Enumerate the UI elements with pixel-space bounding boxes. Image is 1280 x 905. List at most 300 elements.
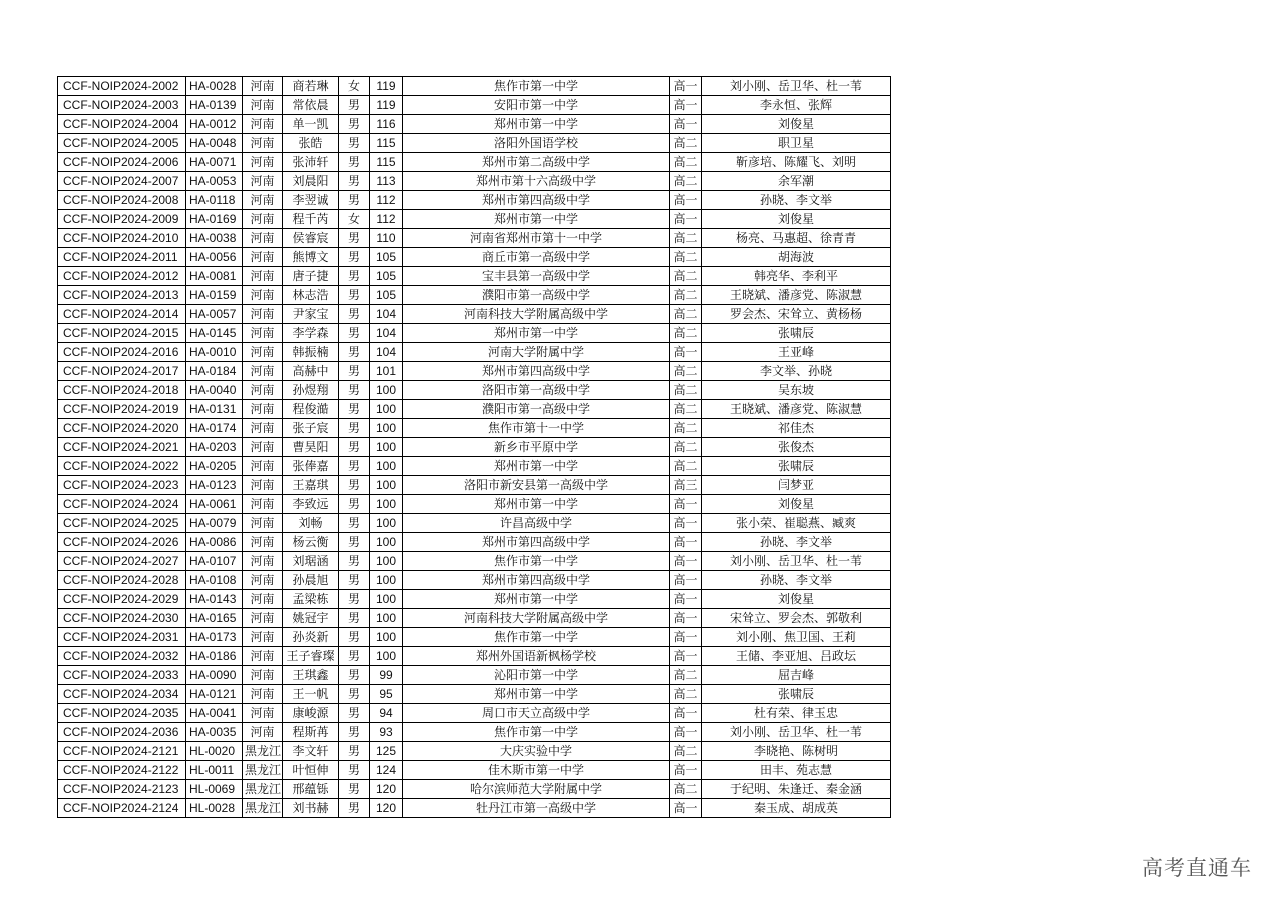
table-row <box>58 400 891 419</box>
grade-cell: 高二 <box>670 381 702 400</box>
coach-names-cell: 王晓斌、潘彦党、陈淑慧 <box>702 286 891 305</box>
score-cell: 95 <box>370 685 403 704</box>
province-cell: 河南 <box>243 514 283 533</box>
score-cell: 110 <box>370 229 403 248</box>
grade-cell: 高一 <box>670 77 702 96</box>
registration-code-cell: HA-0108 <box>186 571 243 590</box>
score-cell: 119 <box>370 77 403 96</box>
coach-names-cell: 张俊杰 <box>702 438 891 457</box>
score-cell: 100 <box>370 609 403 628</box>
coach-names-cell: 靳彦培、陈耀飞、刘明 <box>702 153 891 172</box>
coach-names-cell: 祁佳杰 <box>702 419 891 438</box>
score-cell: 100 <box>370 628 403 647</box>
coach-names-cell: 宋耸立、罗会杰、郭敬利 <box>702 609 891 628</box>
student-name-cell: 常依晨 <box>283 96 339 115</box>
school-cell: 哈尔滨师范大学附属中学 <box>403 780 670 799</box>
student-name-cell: 邢蕴铄 <box>283 780 339 799</box>
grade-cell: 高一 <box>670 761 702 780</box>
table-row <box>58 799 891 818</box>
table-row <box>58 609 891 628</box>
school-cell: 郑州市第二高级中学 <box>403 153 670 172</box>
coach-names-cell: 杨亮、马惠超、徐青青 <box>702 229 891 248</box>
results-table-body <box>58 77 891 818</box>
coach-names-cell: 刘小刚、岳卫华、杜一苇 <box>702 552 891 571</box>
gender-cell: 男 <box>339 381 370 400</box>
school-cell: 河南大学附属中学 <box>403 343 670 362</box>
coach-names-cell: 刘俊星 <box>702 590 891 609</box>
score-cell: 104 <box>370 305 403 324</box>
gender-cell: 男 <box>339 305 370 324</box>
gender-cell: 男 <box>339 533 370 552</box>
student-name-cell: 程斯苒 <box>283 723 339 742</box>
school-cell: 宝丰县第一高级中学 <box>403 267 670 286</box>
province-cell: 河南 <box>243 229 283 248</box>
registration-code-cell: HA-0061 <box>186 495 243 514</box>
registration-code-cell: HA-0048 <box>186 134 243 153</box>
province-cell: 河南 <box>243 400 283 419</box>
gender-cell: 男 <box>339 590 370 609</box>
grade-cell: 高一 <box>670 115 702 134</box>
student-name-cell: 尹家宝 <box>283 305 339 324</box>
coach-names-cell: 孙晓、李文举 <box>702 571 891 590</box>
gender-cell: 男 <box>339 362 370 381</box>
coach-names-cell: 秦玉成、胡成英 <box>702 799 891 818</box>
province-cell: 河南 <box>243 533 283 552</box>
registration-code-cell: HA-0139 <box>186 96 243 115</box>
school-cell: 焦作市第一中学 <box>403 77 670 96</box>
contestant-id-cell: CCF-NOIP2024-2011 <box>58 248 186 267</box>
coach-names-cell: 职卫星 <box>702 134 891 153</box>
score-cell: 105 <box>370 267 403 286</box>
school-cell: 郑州市第一中学 <box>403 210 670 229</box>
grade-cell: 高二 <box>670 286 702 305</box>
student-name-cell: 单一凯 <box>283 115 339 134</box>
province-cell: 河南 <box>243 77 283 96</box>
table-row <box>58 780 891 799</box>
score-cell: 104 <box>370 343 403 362</box>
table-row <box>58 438 891 457</box>
grade-cell: 高一 <box>670 609 702 628</box>
grade-cell: 高一 <box>670 723 702 742</box>
table-row <box>58 191 891 210</box>
contestant-id-cell: CCF-NOIP2024-2015 <box>58 324 186 343</box>
table-row <box>58 77 891 96</box>
gender-cell: 男 <box>339 685 370 704</box>
grade-cell: 高一 <box>670 704 702 723</box>
student-name-cell: 程俊澔 <box>283 400 339 419</box>
school-cell: 郑州外国语新枫杨学校 <box>403 647 670 666</box>
registration-code-cell: HA-0012 <box>186 115 243 134</box>
registration-code-cell: HL-0011 <box>186 761 243 780</box>
student-name-cell: 康峻源 <box>283 704 339 723</box>
gender-cell: 男 <box>339 742 370 761</box>
table-row <box>58 172 891 191</box>
score-cell: 124 <box>370 761 403 780</box>
gender-cell: 男 <box>339 172 370 191</box>
grade-cell: 高二 <box>670 362 702 381</box>
grade-cell: 高二 <box>670 419 702 438</box>
school-cell: 洛阳市新安县第一高级中学 <box>403 476 670 495</box>
school-cell: 郑州市第一中学 <box>403 685 670 704</box>
gender-cell: 男 <box>339 343 370 362</box>
registration-code-cell: HA-0121 <box>186 685 243 704</box>
contestant-id-cell: CCF-NOIP2024-2007 <box>58 172 186 191</box>
score-cell: 100 <box>370 457 403 476</box>
contestant-id-cell: CCF-NOIP2024-2034 <box>58 685 186 704</box>
province-cell: 河南 <box>243 96 283 115</box>
gender-cell: 男 <box>339 723 370 742</box>
table-row <box>58 723 891 742</box>
contestant-id-cell: CCF-NOIP2024-2030 <box>58 609 186 628</box>
school-cell: 郑州市第四高级中学 <box>403 533 670 552</box>
registration-code-cell: HA-0081 <box>186 267 243 286</box>
contestant-id-cell: CCF-NOIP2024-2036 <box>58 723 186 742</box>
registration-code-cell: HA-0090 <box>186 666 243 685</box>
registration-code-cell: HA-0041 <box>186 704 243 723</box>
student-name-cell: 杨云衡 <box>283 533 339 552</box>
coach-names-cell: 刘小刚、焦卫国、王莉 <box>702 628 891 647</box>
school-cell: 大庆实验中学 <box>403 742 670 761</box>
province-cell: 河南 <box>243 666 283 685</box>
gender-cell: 男 <box>339 248 370 267</box>
school-cell: 焦作市第十一中学 <box>403 419 670 438</box>
registration-code-cell: HA-0143 <box>186 590 243 609</box>
coach-names-cell: 王晓斌、潘彦党、陈淑慧 <box>702 400 891 419</box>
registration-code-cell: HA-0173 <box>186 628 243 647</box>
coach-names-cell: 罗会杰、宋耸立、黄杨杨 <box>702 305 891 324</box>
coach-names-cell: 田丰、苑志慧 <box>702 761 891 780</box>
grade-cell: 高二 <box>670 780 702 799</box>
school-cell: 焦作市第一中学 <box>403 628 670 647</box>
gender-cell: 男 <box>339 134 370 153</box>
gender-cell: 男 <box>339 571 370 590</box>
gender-cell: 男 <box>339 704 370 723</box>
registration-code-cell: HA-0028 <box>186 77 243 96</box>
registration-code-cell: HA-0079 <box>186 514 243 533</box>
table-row <box>58 552 891 571</box>
student-name-cell: 李致远 <box>283 495 339 514</box>
student-name-cell: 刘晨阳 <box>283 172 339 191</box>
table-row <box>58 267 891 286</box>
registration-code-cell: HA-0118 <box>186 191 243 210</box>
table-row <box>58 495 891 514</box>
school-cell: 濮阳市第一高级中学 <box>403 286 670 305</box>
province-cell: 黑龙江 <box>243 799 283 818</box>
grade-cell: 高二 <box>670 742 702 761</box>
table-row <box>58 571 891 590</box>
score-cell: 100 <box>370 514 403 533</box>
coach-names-cell: 杜有荣、律玉忠 <box>702 704 891 723</box>
score-cell: 100 <box>370 571 403 590</box>
province-cell: 河南 <box>243 552 283 571</box>
registration-code-cell: HL-0020 <box>186 742 243 761</box>
coach-names-cell: 李晓艳、陈树明 <box>702 742 891 761</box>
student-name-cell: 侯睿宸 <box>283 229 339 248</box>
score-cell: 112 <box>370 210 403 229</box>
contestant-id-cell: CCF-NOIP2024-2005 <box>58 134 186 153</box>
score-cell: 104 <box>370 324 403 343</box>
gender-cell: 男 <box>339 229 370 248</box>
grade-cell: 高二 <box>670 324 702 343</box>
registration-code-cell: HA-0123 <box>186 476 243 495</box>
coach-names-cell: 韩亮华、李利平 <box>702 267 891 286</box>
score-cell: 100 <box>370 533 403 552</box>
registration-code-cell: HA-0053 <box>186 172 243 191</box>
contestant-id-cell: CCF-NOIP2024-2028 <box>58 571 186 590</box>
grade-cell: 高二 <box>670 153 702 172</box>
province-cell: 河南 <box>243 172 283 191</box>
student-name-cell: 韩振楠 <box>283 343 339 362</box>
coach-names-cell: 吴东坡 <box>702 381 891 400</box>
province-cell: 河南 <box>243 362 283 381</box>
province-cell: 河南 <box>243 115 283 134</box>
table-row <box>58 704 891 723</box>
table-row <box>58 96 891 115</box>
table-row <box>58 628 891 647</box>
student-name-cell: 王琪鑫 <box>283 666 339 685</box>
gender-cell: 男 <box>339 628 370 647</box>
contestant-id-cell: CCF-NOIP2024-2121 <box>58 742 186 761</box>
student-name-cell: 王子睿璨 <box>283 647 339 666</box>
registration-code-cell: HA-0169 <box>186 210 243 229</box>
gender-cell: 女 <box>339 210 370 229</box>
gender-cell: 男 <box>339 609 370 628</box>
grade-cell: 高一 <box>670 799 702 818</box>
table-row <box>58 457 891 476</box>
score-cell: 115 <box>370 134 403 153</box>
table-row <box>58 248 891 267</box>
contestant-id-cell: CCF-NOIP2024-2003 <box>58 96 186 115</box>
province-cell: 河南 <box>243 571 283 590</box>
gender-cell: 男 <box>339 400 370 419</box>
score-cell: 116 <box>370 115 403 134</box>
province-cell: 河南 <box>243 628 283 647</box>
gender-cell: 男 <box>339 780 370 799</box>
contestant-id-cell: CCF-NOIP2024-2016 <box>58 343 186 362</box>
coach-names-cell: 王储、李亚旭、吕政坛 <box>702 647 891 666</box>
registration-code-cell: HA-0131 <box>186 400 243 419</box>
table-row <box>58 533 891 552</box>
student-name-cell: 王嘉琪 <box>283 476 339 495</box>
gender-cell: 男 <box>339 267 370 286</box>
table-row <box>58 134 891 153</box>
registration-code-cell: HA-0010 <box>186 343 243 362</box>
student-name-cell: 孟梁栋 <box>283 590 339 609</box>
school-cell: 河南省郑州市第十一中学 <box>403 229 670 248</box>
table-row <box>58 742 891 761</box>
score-cell: 125 <box>370 742 403 761</box>
grade-cell: 高一 <box>670 552 702 571</box>
school-cell: 商丘市第一高级中学 <box>403 248 670 267</box>
contestant-id-cell: CCF-NOIP2024-2022 <box>58 457 186 476</box>
grade-cell: 高一 <box>670 533 702 552</box>
gender-cell: 女 <box>339 77 370 96</box>
contestant-id-cell: CCF-NOIP2024-2032 <box>58 647 186 666</box>
registration-code-cell: HA-0174 <box>186 419 243 438</box>
registration-code-cell: HA-0107 <box>186 552 243 571</box>
grade-cell: 高二 <box>670 134 702 153</box>
coach-names-cell: 王亚峰 <box>702 343 891 362</box>
table-row <box>58 210 891 229</box>
registration-code-cell: HA-0035 <box>186 723 243 742</box>
gender-cell: 男 <box>339 457 370 476</box>
province-cell: 河南 <box>243 324 283 343</box>
student-name-cell: 刘书赫 <box>283 799 339 818</box>
province-cell: 河南 <box>243 286 283 305</box>
score-cell: 100 <box>370 476 403 495</box>
coach-names-cell: 张啸辰 <box>702 324 891 343</box>
province-cell: 河南 <box>243 343 283 362</box>
registration-code-cell: HA-0056 <box>186 248 243 267</box>
grade-cell: 高二 <box>670 685 702 704</box>
registration-code-cell: HA-0038 <box>186 229 243 248</box>
score-cell: 113 <box>370 172 403 191</box>
score-cell: 100 <box>370 438 403 457</box>
contestant-id-cell: CCF-NOIP2024-2021 <box>58 438 186 457</box>
school-cell: 佳木斯市第一中学 <box>403 761 670 780</box>
score-cell: 100 <box>370 381 403 400</box>
grade-cell: 高一 <box>670 191 702 210</box>
coach-names-cell: 余军潮 <box>702 172 891 191</box>
school-cell: 洛阳市第一高级中学 <box>403 381 670 400</box>
grade-cell: 高二 <box>670 229 702 248</box>
province-cell: 黑龙江 <box>243 761 283 780</box>
province-cell: 河南 <box>243 457 283 476</box>
registration-code-cell: HA-0205 <box>186 457 243 476</box>
coach-names-cell: 刘小刚、岳卫华、杜一苇 <box>702 77 891 96</box>
contestant-id-cell: CCF-NOIP2024-2029 <box>58 590 186 609</box>
registration-code-cell: HA-0203 <box>186 438 243 457</box>
school-cell: 郑州市第一中学 <box>403 324 670 343</box>
province-cell: 河南 <box>243 153 283 172</box>
contestant-id-cell: CCF-NOIP2024-2019 <box>58 400 186 419</box>
contestant-id-cell: CCF-NOIP2024-2013 <box>58 286 186 305</box>
score-cell: 100 <box>370 419 403 438</box>
registration-code-cell: HA-0040 <box>186 381 243 400</box>
table-row <box>58 343 891 362</box>
table-row <box>58 229 891 248</box>
results-table <box>57 76 891 818</box>
registration-code-cell: HA-0071 <box>186 153 243 172</box>
school-cell: 沁阳市第一中学 <box>403 666 670 685</box>
province-cell: 河南 <box>243 419 283 438</box>
coach-names-cell: 张啸辰 <box>702 457 891 476</box>
coach-names-cell: 于纪明、朱逢迁、秦金涵 <box>702 780 891 799</box>
score-cell: 100 <box>370 400 403 419</box>
coach-names-cell: 孙晓、李文举 <box>702 533 891 552</box>
province-cell: 河南 <box>243 267 283 286</box>
coach-names-cell: 刘俊星 <box>702 210 891 229</box>
score-cell: 120 <box>370 799 403 818</box>
contestant-id-cell: CCF-NOIP2024-2027 <box>58 552 186 571</box>
grade-cell: 高一 <box>670 495 702 514</box>
gender-cell: 男 <box>339 96 370 115</box>
student-name-cell: 程千芮 <box>283 210 339 229</box>
contestant-id-cell: CCF-NOIP2024-2009 <box>58 210 186 229</box>
table-row <box>58 153 891 172</box>
student-name-cell: 李翌诚 <box>283 191 339 210</box>
grade-cell: 高一 <box>670 628 702 647</box>
coach-names-cell: 李文举、孙晓 <box>702 362 891 381</box>
registration-code-cell: HA-0165 <box>186 609 243 628</box>
score-cell: 100 <box>370 552 403 571</box>
student-name-cell: 刘畅 <box>283 514 339 533</box>
province-cell: 河南 <box>243 248 283 267</box>
grade-cell: 高二 <box>670 248 702 267</box>
student-name-cell: 张子宸 <box>283 419 339 438</box>
gender-cell: 男 <box>339 438 370 457</box>
contestant-id-cell: CCF-NOIP2024-2020 <box>58 419 186 438</box>
school-cell: 郑州市第四高级中学 <box>403 571 670 590</box>
score-cell: 115 <box>370 153 403 172</box>
contestant-id-cell: CCF-NOIP2024-2035 <box>58 704 186 723</box>
student-name-cell: 刘琚涵 <box>283 552 339 571</box>
coach-names-cell: 闫梦亚 <box>702 476 891 495</box>
school-cell: 郑州市第一中学 <box>403 590 670 609</box>
coach-names-cell: 刘俊星 <box>702 495 891 514</box>
contestant-id-cell: CCF-NOIP2024-2006 <box>58 153 186 172</box>
gender-cell: 男 <box>339 191 370 210</box>
student-name-cell: 孙炎新 <box>283 628 339 647</box>
student-name-cell: 曹昊阳 <box>283 438 339 457</box>
grade-cell: 高一 <box>670 96 702 115</box>
contestant-id-cell: CCF-NOIP2024-2122 <box>58 761 186 780</box>
table-row <box>58 324 891 343</box>
grade-cell: 高二 <box>670 400 702 419</box>
score-cell: 93 <box>370 723 403 742</box>
contestant-id-cell: CCF-NOIP2024-2002 <box>58 77 186 96</box>
contestant-id-cell: CCF-NOIP2024-2017 <box>58 362 186 381</box>
student-name-cell: 张沛轩 <box>283 153 339 172</box>
student-name-cell: 姚冠宇 <box>283 609 339 628</box>
gender-cell: 男 <box>339 514 370 533</box>
contestant-id-cell: CCF-NOIP2024-2018 <box>58 381 186 400</box>
grade-cell: 高二 <box>670 267 702 286</box>
table-row <box>58 476 891 495</box>
registration-code-cell: HA-0184 <box>186 362 243 381</box>
gender-cell: 男 <box>339 286 370 305</box>
grade-cell: 高二 <box>670 172 702 191</box>
school-cell: 许昌高级中学 <box>403 514 670 533</box>
contestant-id-cell: CCF-NOIP2024-2004 <box>58 115 186 134</box>
student-name-cell: 熊博文 <box>283 248 339 267</box>
contestant-id-cell: CCF-NOIP2024-2123 <box>58 780 186 799</box>
grade-cell: 高一 <box>670 590 702 609</box>
score-cell: 100 <box>370 590 403 609</box>
province-cell: 河南 <box>243 305 283 324</box>
province-cell: 河南 <box>243 723 283 742</box>
province-cell: 河南 <box>243 704 283 723</box>
province-cell: 河南 <box>243 495 283 514</box>
coach-names-cell: 张小荣、崔聪燕、臧爽 <box>702 514 891 533</box>
registration-code-cell: HA-0086 <box>186 533 243 552</box>
score-cell: 105 <box>370 248 403 267</box>
table-row <box>58 362 891 381</box>
province-cell: 河南 <box>243 590 283 609</box>
school-cell: 焦作市第一中学 <box>403 552 670 571</box>
score-cell: 99 <box>370 666 403 685</box>
province-cell: 河南 <box>243 609 283 628</box>
student-name-cell: 商若琳 <box>283 77 339 96</box>
gender-cell: 男 <box>339 419 370 438</box>
table-row <box>58 305 891 324</box>
score-cell: 112 <box>370 191 403 210</box>
coach-names-cell: 李永恒、张辉 <box>702 96 891 115</box>
school-cell: 濮阳市第一高级中学 <box>403 400 670 419</box>
coach-names-cell: 孙晓、李文举 <box>702 191 891 210</box>
score-cell: 100 <box>370 495 403 514</box>
grade-cell: 高一 <box>670 343 702 362</box>
